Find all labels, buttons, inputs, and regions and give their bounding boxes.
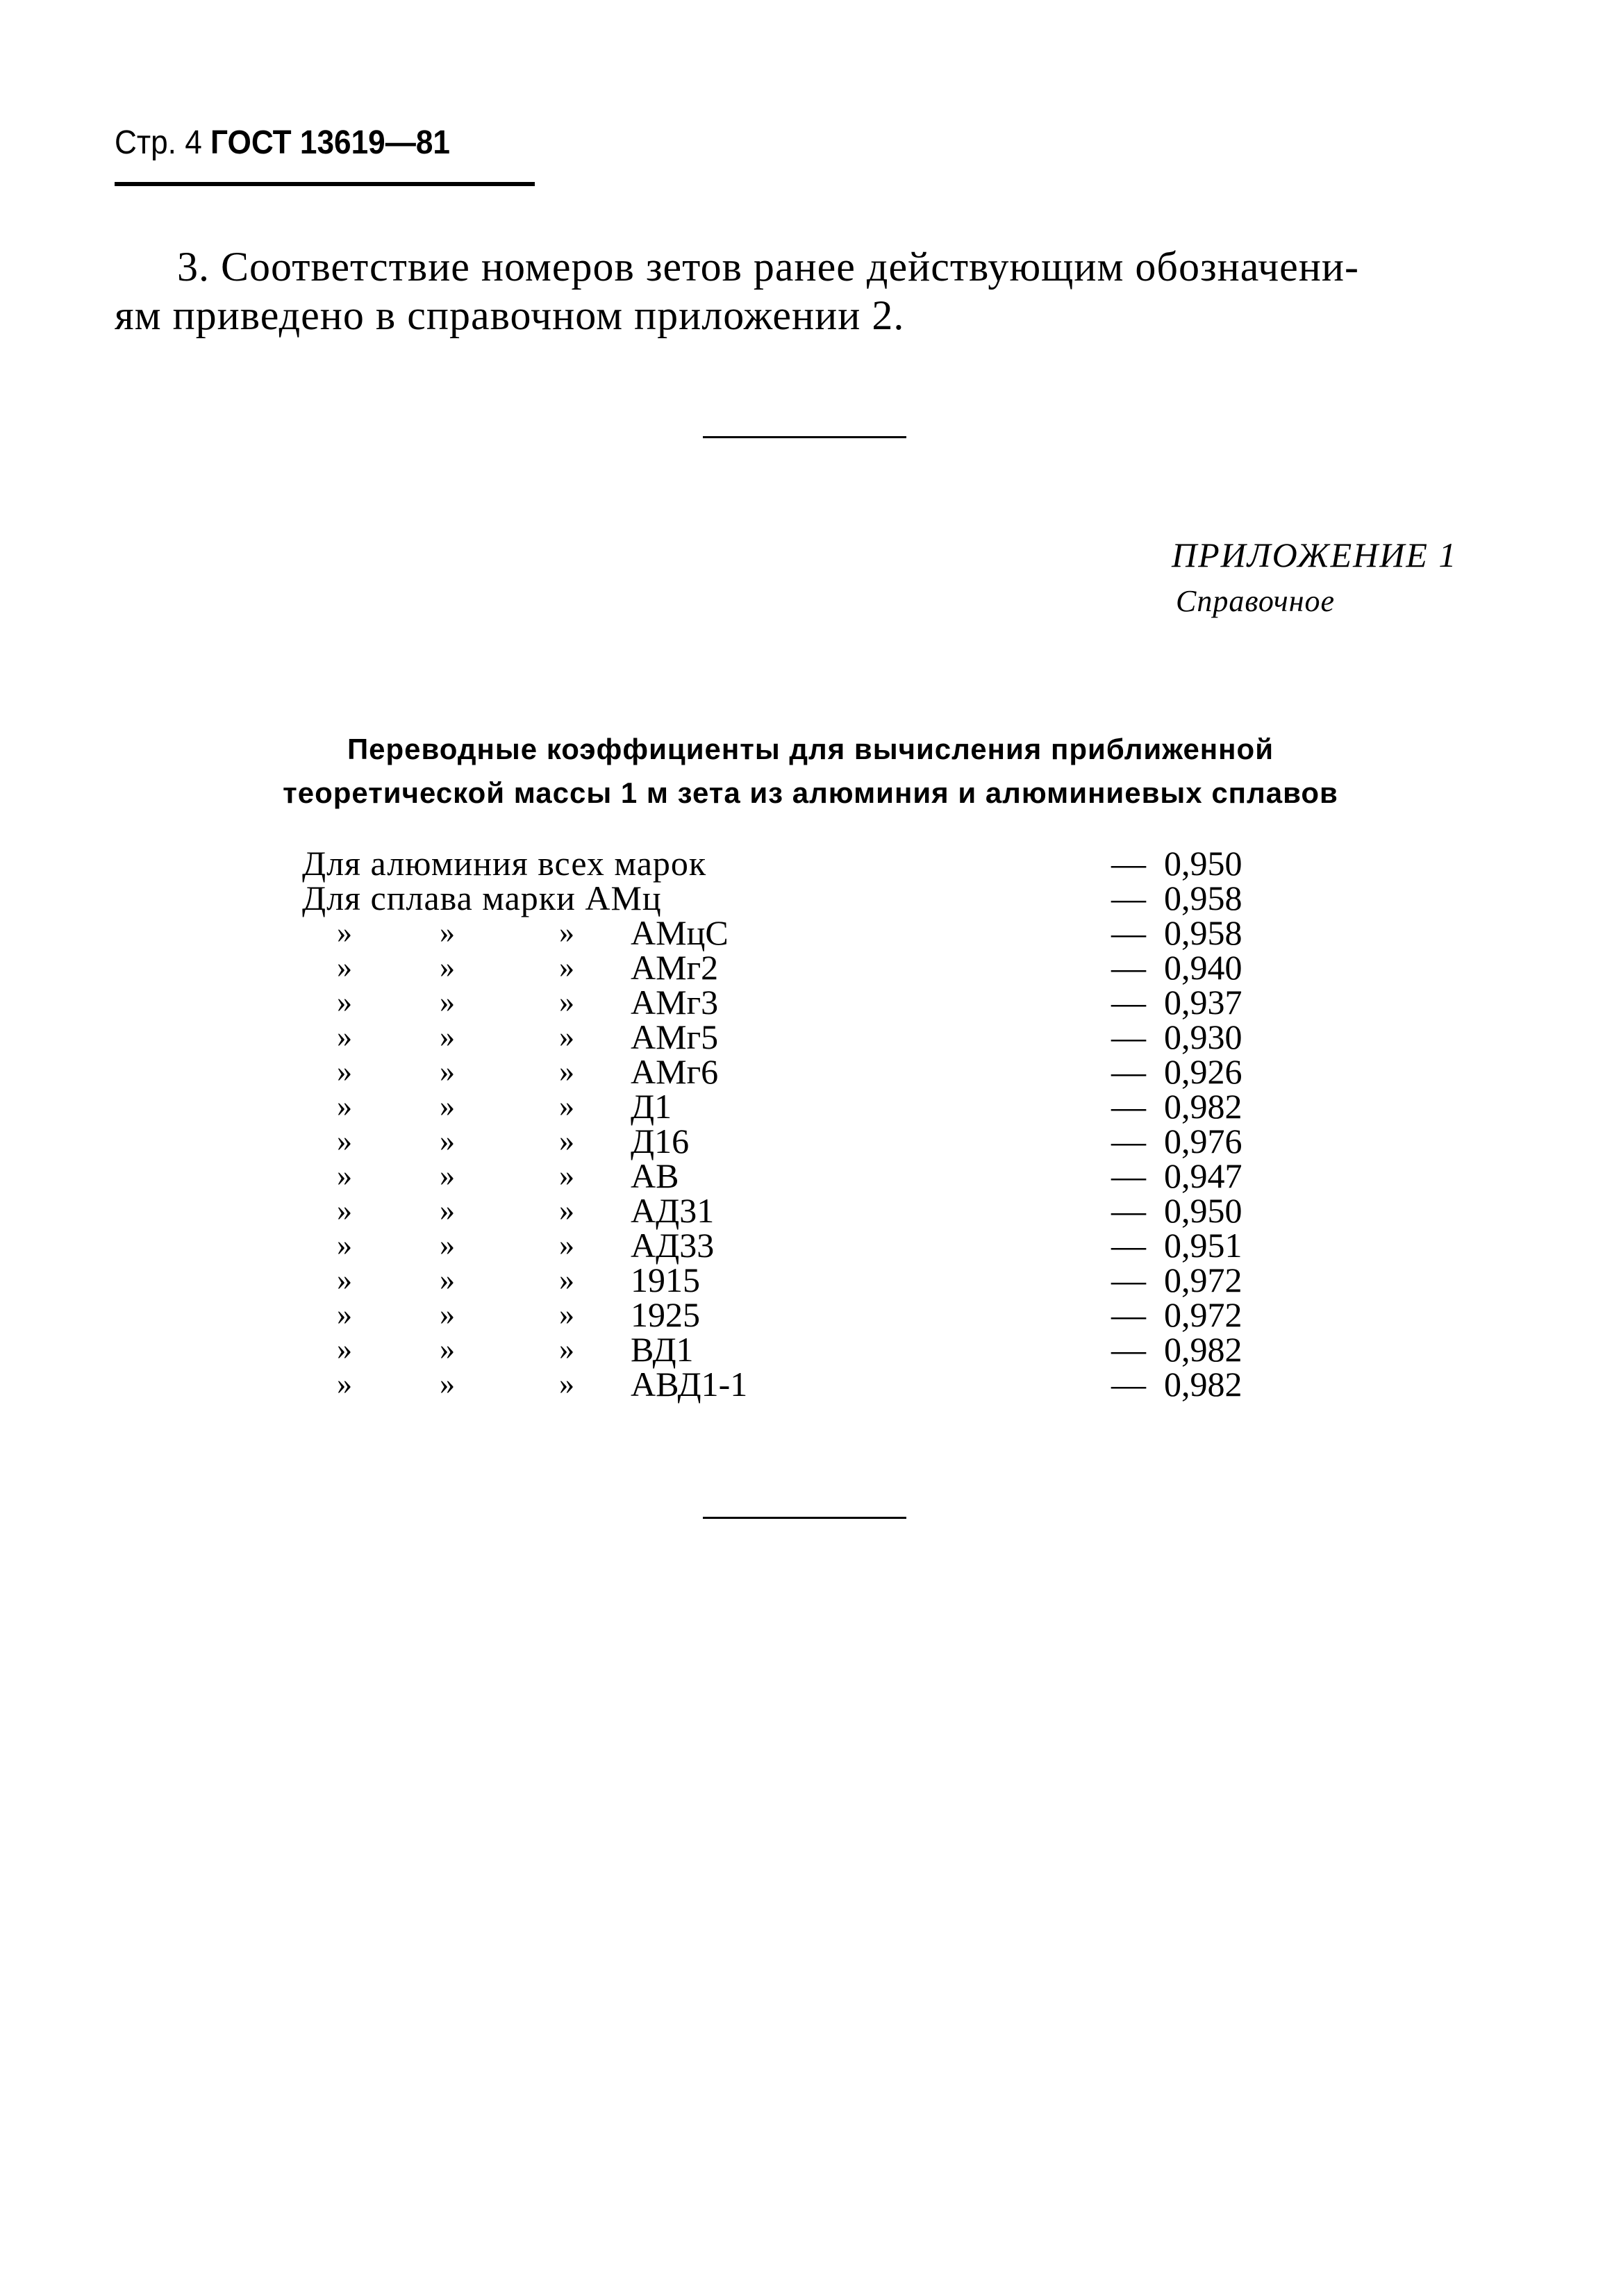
row-value: 0,958 (1164, 913, 1242, 952)
dash: — (1111, 1017, 1146, 1056)
table-row (0, 1332, 1621, 1367)
ditto-mark: » (559, 985, 574, 1019)
alloy-grade: АМг6 (631, 1052, 719, 1091)
table-row (0, 1122, 1621, 1161)
paragraph-line-1: 3. Соответствие номеров зетов ранее действующим обозначени- (177, 244, 1359, 290)
ditto-mark: » (559, 1228, 574, 1262)
table-row (0, 881, 1621, 915)
page-header (115, 124, 450, 162)
alloy-grade: Д1 (631, 1087, 672, 1126)
ditto-mark: » (440, 1054, 455, 1088)
dash: — (1111, 1295, 1146, 1334)
ditto-mark: » (440, 1263, 455, 1297)
ditto-mark: » (559, 950, 574, 984)
dash: — (1111, 879, 1146, 917)
ditto-mark: » (337, 1193, 352, 1227)
ditto-mark: » (337, 1297, 352, 1331)
ditto-mark: » (440, 1158, 455, 1192)
row-value: 0,951 (1164, 1226, 1242, 1265)
ditto-mark: » (440, 985, 455, 1019)
table-row (0, 1158, 1621, 1193)
ditto-mark: » (440, 1124, 455, 1158)
table-row (0, 1017, 1621, 1056)
ditto-mark: » (559, 1158, 574, 1192)
ditto-mark: » (337, 1089, 352, 1123)
alloy-grade: АД33 (631, 1226, 715, 1265)
ditto-mark: » (337, 1020, 352, 1054)
dash: — (1111, 1052, 1146, 1091)
alloy-grade: 1915 (631, 1261, 700, 1299)
row-value: 0,958 (1164, 879, 1242, 917)
alloy-grade: Д16 (631, 1122, 690, 1161)
header-rule (115, 182, 535, 186)
ditto-mark: » (337, 1332, 352, 1366)
row-value: 0,950 (1164, 844, 1242, 883)
ditto-mark: » (440, 1332, 455, 1366)
table-title-line-1: Переводные коэффициенты для вычисления приближенной (347, 733, 1274, 765)
row-value: 0,947 (1164, 1156, 1242, 1195)
row-value: 0,950 (1164, 1191, 1242, 1230)
row-value: 0,982 (1164, 1087, 1242, 1126)
table-row (0, 1054, 1621, 1089)
table-row (0, 1193, 1621, 1228)
table-row (0, 1297, 1621, 1332)
row-value: 0,937 (1164, 983, 1242, 1022)
standard-number: ГОСТ 13619—81 (210, 124, 450, 161)
row-value: 0,926 (1164, 1052, 1242, 1091)
dash: — (1111, 1226, 1146, 1265)
table-row (0, 1365, 1621, 1404)
ditto-mark: » (337, 1158, 352, 1192)
ditto-mark: » (559, 1367, 574, 1401)
ditto-mark: » (440, 1367, 455, 1401)
dash: — (1111, 1365, 1146, 1404)
ditto-mark: » (337, 985, 352, 1019)
row-value: 0,982 (1164, 1330, 1242, 1369)
ditto-mark: » (337, 1228, 352, 1262)
table-title-line-2: теоретической массы 1 м зета из алюминия и алюминиевых сплавов (283, 776, 1338, 809)
ditto-mark: » (559, 1193, 574, 1227)
paragraph-line-2: ям приведено в справочном приложении 2. (115, 292, 905, 338)
ditto-mark: » (559, 1263, 574, 1297)
ditto-mark: » (559, 1054, 574, 1088)
appendix-subtitle: Справочное (1176, 584, 1336, 618)
ditto-mark: » (559, 1124, 574, 1158)
row-label: Для сплава марки АМц (302, 879, 662, 917)
table-row (0, 915, 1621, 950)
alloy-grade: АМг5 (631, 1017, 719, 1056)
dash: — (1111, 1122, 1146, 1161)
ditto-mark: » (559, 1297, 574, 1331)
dash: — (1111, 844, 1146, 883)
ditto-mark: » (559, 915, 574, 949)
ditto-mark: » (559, 1332, 574, 1366)
ditto-mark: » (440, 1193, 455, 1227)
ditto-mark: » (337, 1054, 352, 1088)
ditto-mark: » (337, 950, 352, 984)
table-row (0, 1263, 1621, 1297)
ditto-mark: » (440, 1020, 455, 1054)
ditto-mark: » (337, 1367, 352, 1401)
ditto-mark: » (337, 1263, 352, 1297)
alloy-grade: 1925 (631, 1295, 700, 1334)
dash: — (1111, 1261, 1146, 1299)
ditto-mark: » (440, 1297, 455, 1331)
dash: — (1111, 1087, 1146, 1126)
row-value: 0,930 (1164, 1017, 1242, 1056)
end-divider (703, 1517, 906, 1519)
row-value: 0,940 (1164, 948, 1242, 987)
dash: — (1111, 1191, 1146, 1230)
ditto-mark: » (337, 1124, 352, 1158)
alloy-grade: АВ (631, 1156, 679, 1195)
table-row (0, 1089, 1621, 1124)
row-value: 0,972 (1164, 1261, 1242, 1299)
row-value: 0,972 (1164, 1295, 1242, 1334)
table-row (0, 846, 1621, 881)
dash: — (1111, 983, 1146, 1022)
table-row (0, 1228, 1621, 1263)
alloy-grade: АВД1-1 (631, 1365, 748, 1404)
dash: — (1111, 948, 1146, 987)
alloy-grade: ВД1 (631, 1330, 694, 1369)
ditto-mark: » (337, 915, 352, 949)
appendix-title: ПРИЛОЖЕНИЕ 1 (1172, 535, 1458, 574)
section-divider (703, 436, 906, 438)
alloy-grade: АД31 (631, 1191, 715, 1230)
ditto-mark: » (440, 915, 455, 949)
ditto-mark: » (440, 1228, 455, 1262)
ditto-mark: » (440, 950, 455, 984)
ditto-mark: » (559, 1089, 574, 1123)
ditto-mark: » (559, 1020, 574, 1054)
dash: — (1111, 1330, 1146, 1369)
alloy-grade: АМцС (631, 913, 729, 952)
alloy-grade: АМг2 (631, 948, 719, 987)
dash: — (1111, 913, 1146, 952)
row-value: 0,976 (1164, 1122, 1242, 1161)
row-label: Для алюминия всех марок (302, 844, 707, 883)
page-number: Стр. 4 (115, 124, 202, 161)
ditto-mark: » (440, 1089, 455, 1123)
dash: — (1111, 1156, 1146, 1195)
alloy-grade: АМг3 (631, 983, 719, 1022)
table-row (0, 985, 1621, 1020)
table-row (0, 950, 1621, 985)
row-value: 0,982 (1164, 1365, 1242, 1404)
